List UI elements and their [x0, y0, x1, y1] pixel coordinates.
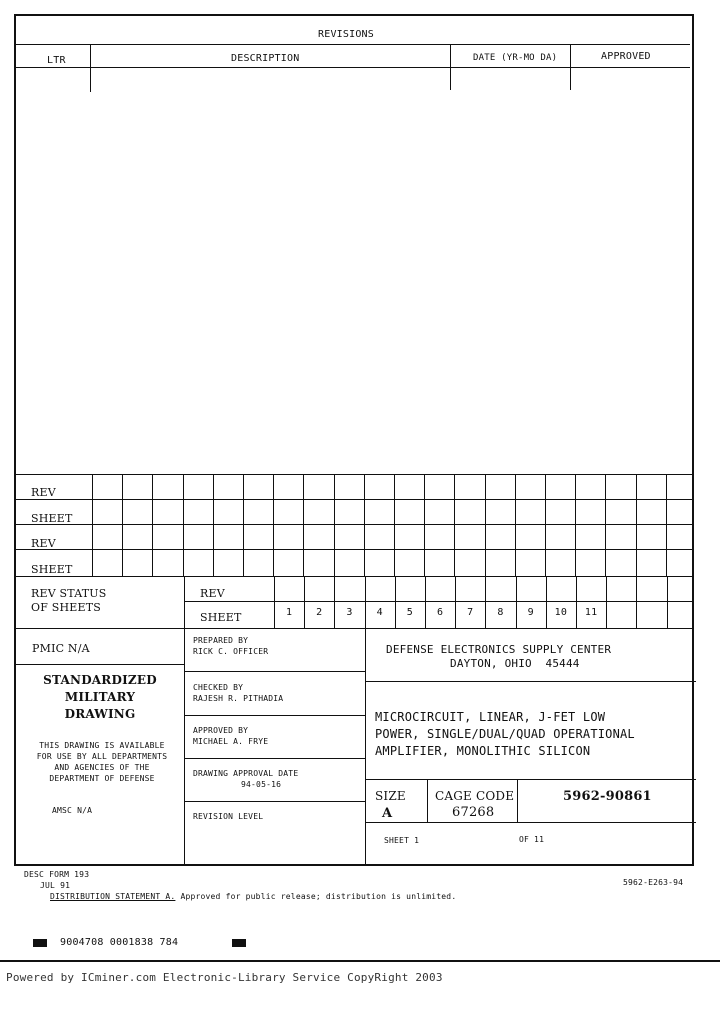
grid-line: [334, 474, 335, 576]
availability-note: THIS DRAWING IS AVAILABLE FOR USE BY ALL DEPARTMENTS AND AGENCIES OF THE DEPARTMENT OF DEFENSE: [36, 741, 168, 783]
col-description-header: DESCRIPTION: [231, 53, 300, 64]
grid-line: [334, 576, 335, 628]
cage-code-label: CAGE CODE: [435, 789, 515, 803]
divider: [184, 576, 185, 866]
col-date-header: DATE (YR-MO DA): [473, 53, 558, 63]
sheet-label: SHEET: [200, 611, 242, 624]
grid-line: [183, 474, 184, 576]
grid-line: [485, 474, 486, 576]
std-title-line3: DRAWING: [64, 707, 136, 721]
divider: [90, 44, 91, 92]
grid-line: [394, 474, 395, 576]
grid-line: [16, 499, 694, 500]
divider: [14, 44, 690, 45]
drawing-title-line1: MICROCIRCUIT, LINEAR, J-FET LOW: [375, 710, 606, 724]
col-ltr-header: LTR: [47, 55, 66, 66]
grid-line: [395, 576, 396, 628]
sheet-number: SHEET 1: [384, 836, 420, 845]
sheet-total: OF 11: [519, 835, 545, 844]
size-value: A: [382, 806, 393, 821]
prepared-by-name: RICK C. OFFICER: [193, 647, 269, 656]
revision-level-label: REVISION LEVEL: [193, 812, 264, 821]
divider: [14, 67, 690, 68]
sheet-number-cell: 2: [316, 607, 323, 618]
sheet-number-cell: 10: [554, 607, 568, 618]
approval-date-label: DRAWING APPROVAL DATE: [193, 769, 299, 778]
drawing-title-line2: POWER, SINGLE/DUAL/QUAD OPERATIONAL: [375, 727, 635, 741]
barcode-mark-right: [232, 939, 246, 947]
grid-line: [92, 474, 93, 576]
sheet-number-cell: 5: [406, 607, 413, 618]
divider: [184, 758, 365, 759]
rev-label: REV: [200, 587, 225, 600]
divider: [184, 671, 365, 672]
drawing-title-line3: AMPLIFIER, MONOLITHIC SILICON: [375, 744, 591, 758]
divider: [450, 44, 451, 90]
sheet-number-cell: 1: [285, 607, 293, 618]
grid-line: [364, 474, 365, 576]
rev-status-label: REV STATUS OF SHEETS: [31, 587, 107, 614]
grid-line: [213, 474, 214, 576]
grid-line: [273, 474, 274, 576]
grid-line: [243, 474, 244, 576]
grid-line: [605, 474, 606, 576]
sheet-number-cell: 3: [346, 607, 353, 618]
grid-row-label: REV: [31, 486, 56, 499]
grid-row-label: REV: [31, 537, 56, 550]
divider: [365, 779, 696, 780]
grid-line: [454, 474, 455, 576]
pmic-field: PMIC N/A: [32, 642, 90, 655]
grid-line: [274, 576, 275, 628]
sheet-number-cell: 8: [497, 607, 504, 618]
grid-line: [303, 474, 304, 576]
divider: [427, 779, 428, 822]
grid-line: [16, 549, 694, 550]
grid-line: [425, 576, 426, 628]
grid-row-label: SHEET: [31, 563, 73, 576]
prepared-by-label: PREPARED BY: [193, 636, 249, 645]
agency-name: DEFENSE ELECTRONICS SUPPLY CENTER: [386, 643, 612, 656]
divider: [184, 715, 365, 716]
grid-row-label: SHEET: [31, 512, 73, 525]
approved-by-label: APPROVED BY: [193, 726, 249, 735]
amsc-field: AMSC N/A: [52, 806, 93, 815]
grid-line: [424, 474, 425, 576]
barcode-mark-left: [33, 939, 47, 947]
grid-line: [455, 576, 456, 628]
divider: [184, 801, 365, 802]
grid-line: [636, 576, 637, 628]
grid-line: [304, 576, 305, 628]
sheet-number-cell: 9: [527, 607, 534, 618]
divider: [517, 779, 518, 822]
sheet-number-cell: 11: [584, 607, 598, 618]
grid-line: [16, 524, 694, 525]
reference-number: 5962-E263-94: [623, 878, 684, 887]
revisions-title: REVISIONS: [318, 29, 374, 40]
grid-line: [546, 576, 547, 628]
grid-line: [122, 474, 123, 576]
grid-line: [545, 474, 546, 576]
sheet-number-cell: 7: [467, 607, 474, 618]
size-label: SIZE: [375, 789, 406, 803]
cage-code-value: 67268: [452, 805, 495, 820]
grid-line: [576, 576, 577, 628]
agency-address: DAYTON, OHIO 45444: [450, 657, 580, 670]
divider: [16, 664, 184, 665]
checked-by-label: CHECKED BY: [193, 683, 244, 692]
std-title-line1: STANDARDIZED: [43, 673, 157, 687]
distribution-text: Approved for public release; distribution is unlimited.: [175, 892, 457, 901]
approved-by-name: MICHAEL A. FRYE: [193, 737, 269, 746]
checked-by-name: RAJESH R. PITHADIA: [193, 694, 284, 703]
footer-text: Powered by ICminer.com Electronic-Library Service CopyRight 2003: [6, 971, 443, 984]
std-title-line2: MILITARY: [64, 690, 136, 704]
divider: [365, 822, 696, 823]
form-number: DESC FORM 193: [24, 870, 90, 879]
sheet-number-cell: 6: [436, 607, 444, 618]
divider: [570, 44, 571, 90]
grid-line: [575, 474, 576, 576]
footer-divider: [0, 960, 720, 962]
grid-line: [184, 601, 694, 602]
barcode-number: 9004708 0001838 784: [60, 937, 179, 948]
grid-line: [365, 576, 366, 628]
rev-status-grid: [14, 468, 694, 628]
col-approved-header: APPROVED: [601, 51, 651, 62]
divider: [365, 628, 366, 866]
grid-line: [16, 474, 694, 475]
grid-line: [667, 576, 668, 628]
grid-line: [16, 576, 694, 577]
grid-line: [485, 576, 486, 628]
distribution-statement: [50, 892, 456, 901]
grid-line: [636, 474, 637, 576]
divider: [16, 628, 694, 629]
divider: [365, 681, 696, 682]
grid-line: [606, 576, 607, 628]
sheet-number-cell: 4: [376, 607, 383, 618]
approval-date: 94-05-16: [241, 780, 282, 789]
grid-line: [516, 576, 517, 628]
grid-line: [515, 474, 516, 576]
grid-line: [666, 474, 667, 576]
grid-line: [152, 474, 153, 576]
drawing-number: 5962-90861: [563, 789, 652, 804]
distribution-label: DISTRIBUTION STATEMENT A.: [50, 892, 176, 901]
form-date: JUL 91: [40, 881, 71, 890]
